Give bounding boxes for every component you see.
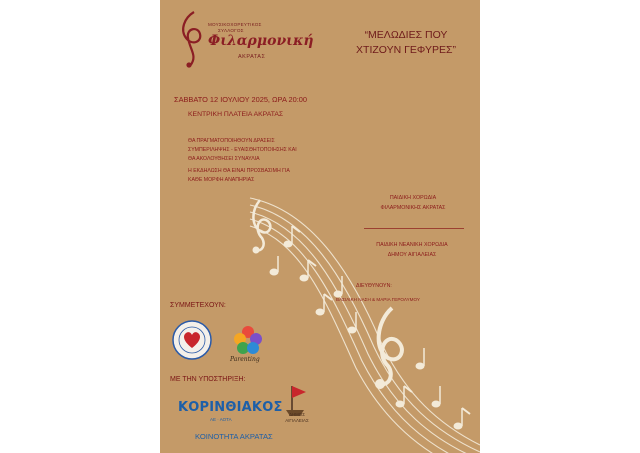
support-heading: ΜΕ ΤΗΝ ΥΠΟΣΤΗΡΙΞΗ:: [170, 376, 246, 383]
direction-label: ΔΙΕΥΘΥΝΟΥΝ:: [356, 283, 392, 289]
municipality-label-line: ΑΙΓΙΑΛΕΙΑΣ: [285, 417, 309, 423]
choir-2-line: ΠΑΙΔΙΚΗ ΝΕΑΝΙΚΗ ΧΟΡΩΔΙΑ: [376, 242, 448, 248]
performers-divider: [364, 228, 464, 229]
logo-association-line1: ΜΟΥΣΙΚΟΧΟΡΕΥΤΙΚΟΣ: [208, 22, 262, 27]
parenting-label: Parenting: [230, 356, 260, 363]
activities-line: ΘΑ ΠΡΑΓΜΑΤΟΠΟΙΗΘΟΥΝ ΔΡΑΣΕΙΣ: [188, 138, 275, 144]
title-line-1: “ΜΕΛΩΔΙΕΣ ΠΟΥ: [364, 29, 448, 41]
event-date: ΣΑΒΒΑΤΟ 12 ΙΟΥΛΙΟΥ 2025, ΩΡΑ 20:00: [174, 95, 308, 104]
choir-2: [354, 240, 470, 260]
accessibility-line: ΚΑΘΕ ΜΟΡΦΗ ΑΝΑΠΗΡΙΑΣ: [188, 176, 255, 183]
sponsor-sub: ΑΕ · ΑΟΤΑ: [210, 417, 232, 422]
activities-line: ΘΑ ΑΚΟΛΟΥΘΗΣΕΙ ΣΥΝΑΥΛΙΑ: [188, 155, 260, 162]
choir-1-line: ΦΙΛΑΡΜΟΝΙΚΗΣ ΑΚΡΑΤΑΣ: [380, 205, 446, 211]
association-seal-logo: [172, 320, 212, 360]
municipality-label: [279, 412, 315, 423]
activities-text: [188, 137, 297, 163]
choir-1: [356, 193, 470, 213]
title-line-2: ΧΤΙΖΟΥΝ ΓΕΦΥΡΕΣ”: [356, 44, 456, 56]
sponsor-name: ΚΟΡΙΝΘΙΑΚΟΣ: [178, 400, 283, 415]
directors-names: ΒΑΣΙΛΙΚΗ ΝΑΣΗ & ΜΑΡΙΑ ΓΕΡΟΛΥΜΟΥ: [336, 297, 420, 302]
event-title: [335, 28, 477, 58]
activities-line: ΣΥΜΠΕΡΙΛΗΨΗΣ - ΕΥΑΙΣΘΗΤΟΠΟΙΗΣΗΣ ΚΑΙ: [188, 146, 297, 153]
choir-1-line: ΠΑΙΔΙΚΗ ΧΟΡΩΔΙΑ: [389, 195, 437, 201]
sponsor-logo: [170, 396, 283, 432]
event-place: ΚΕΝΤΡΙΚΗ ΠΛΑΤΕΙΑ ΑΚΡΑΤΑΣ: [188, 111, 284, 118]
event-poster: [160, 0, 480, 453]
philharmonic-logo: [172, 8, 314, 70]
logo-town: ΑΚΡΑΤΑΣ: [238, 54, 266, 60]
accessibility-line: Η ΕΚΔΗΛΩΣΗ ΘΑ ΕΙΝΑΙ ΠΡΟΣΒΑΣΙΜΗ ΓΙΑ: [188, 168, 290, 174]
participants-heading: ΣΥΜΜΕΤΕΧΟΥΝ:: [170, 302, 226, 309]
community-label: ΚΟΙΝΟΤΗΤΑ ΑΚΡΑΤΑΣ: [195, 432, 273, 441]
choir-2-line: ΔΗΜΟΥ ΑΙΓΙΑΛΕΙΑΣ: [387, 252, 437, 258]
accessibility-text: [188, 167, 290, 185]
logo-association-line2: ΣΥΛΛΟΓΟΣ: [218, 28, 244, 33]
logo-script-name: Φιλαρμονική: [208, 33, 314, 49]
municipality-label-line: ΔΗΜΟΣ: [289, 412, 305, 417]
treble-clef-logo-icon: [172, 8, 212, 70]
